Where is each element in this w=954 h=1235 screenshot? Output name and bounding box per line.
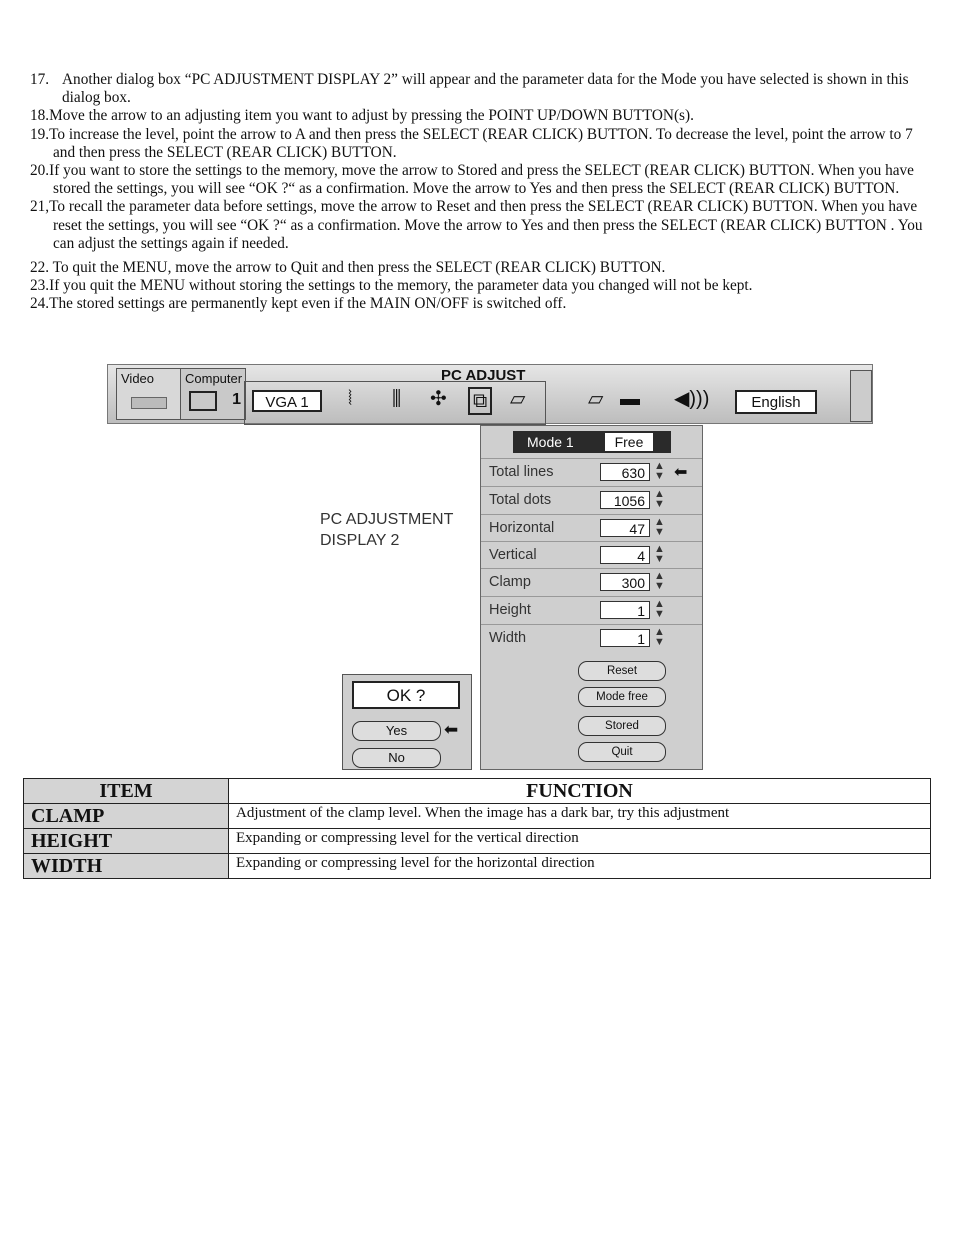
row-value: 1 <box>600 601 650 619</box>
step-17: 17. Another dialog box “PC ADJUSTMENT DISPLAY 2” will appear and the parameter data for the Mode you have selected is shown in this dialog box. <box>30 71 909 107</box>
function-cell: Expanding or compressing level for the vertical direction <box>229 829 931 854</box>
phase-icon[interactable]: ⫼ <box>392 388 402 410</box>
ok-prompt: OK ? <box>352 681 460 709</box>
tab-video[interactable] <box>116 368 182 420</box>
row-value: 300 <box>600 573 650 591</box>
computer-number: 1 <box>232 391 241 408</box>
up-down-icon[interactable]: ▲ ▼ <box>654 516 665 538</box>
caption-line-2: DISPLAY 2 <box>320 532 400 549</box>
position-icon[interactable]: ✣ <box>430 388 447 410</box>
caption-line-1: PC ADJUSTMENT <box>320 511 454 528</box>
function-cell: Adjustment of the clamp level. When the image has a dark bar, try this adjustment <box>229 804 931 829</box>
pc-adjust-screenshot <box>107 362 873 772</box>
row-value: 4 <box>600 546 650 564</box>
row-label: Total lines <box>489 464 554 480</box>
step-22: 22. To quit the MENU, move the arrow to Quit and then press the SELECT (REAR CLICK) BUTTON. <box>30 259 666 277</box>
mode-label: Mode 1 <box>527 434 574 450</box>
row-width[interactable] <box>481 624 702 652</box>
up-down-icon[interactable]: ▲ ▼ <box>654 543 665 565</box>
blank-screen-icon[interactable]: ▱ <box>588 388 604 410</box>
pointer-arrow-icon: ⬅ <box>444 720 459 739</box>
pc-adjustment-panel <box>480 425 703 770</box>
speaker-icon[interactable]: ◀))) <box>674 388 710 410</box>
pc-adjust-icon[interactable]: ⧉ <box>468 387 492 415</box>
row-label: Width <box>489 630 527 646</box>
item-cell: WIDTH <box>24 854 229 879</box>
ok-confirm-dialog <box>342 674 472 770</box>
row-total-dots[interactable] <box>481 486 702 514</box>
row-value: 1 <box>600 629 650 647</box>
header-function: FUNCTION <box>229 779 931 804</box>
row-vertical[interactable] <box>481 541 702 569</box>
exit-icon[interactable] <box>850 370 872 422</box>
dialog-caption <box>320 509 453 551</box>
function-cell: Expanding or compressing level for the horizontal direction <box>229 854 931 879</box>
stored-button[interactable]: Stored <box>578 716 666 736</box>
item-function-table <box>23 778 931 879</box>
mode-value: Free <box>605 433 653 451</box>
row-value: 630 <box>600 463 650 481</box>
keystone-icon[interactable]: ⦚ <box>348 388 353 410</box>
row-value: 47 <box>600 519 650 537</box>
step-19: 19.To increase the level, point the arrow to A and then press the SELECT (REAR CLICK) BUTTON. To decrease the level, point the arrow to 7 and then press the SELECT (REAR CLICK) BUTTON. <box>30 125 913 161</box>
row-clamp[interactable] <box>481 568 702 596</box>
reset-button[interactable]: Reset <box>578 661 666 681</box>
table-header <box>24 779 931 804</box>
tab-computer-label: Computer <box>185 371 243 386</box>
row-height[interactable] <box>481 596 702 624</box>
row-value: 1056 <box>600 491 650 509</box>
mode-free-button[interactable]: Mode free <box>578 687 666 707</box>
item-cell: HEIGHT <box>24 829 229 854</box>
step-20: 20.If you want to store the settings to the memory, move the arrow to Stored and press the SELECT (REAR CLICK) BUTTON. When you have stored the settings, you will see “OK ?“ as a confirmation. Move the arrow to Yes and then press the SELECT (REAR CLICK) BUTTON. <box>30 162 914 198</box>
vcr-icon <box>131 397 167 409</box>
table-row <box>24 804 931 829</box>
header-item: ITEM <box>24 779 229 804</box>
up-down-icon[interactable]: ▲ ▼ <box>654 626 665 648</box>
up-down-icon[interactable]: ▲ ▼ <box>654 488 665 510</box>
row-label: Vertical <box>489 547 537 563</box>
table-row <box>24 854 931 879</box>
step-23: 23.If you quit the MENU without storing the settings to the memory, the parameter data you changed will not be kept. <box>30 277 753 295</box>
quit-button[interactable]: Quit <box>578 742 666 762</box>
menu-bar <box>107 364 873 424</box>
row-horizontal[interactable] <box>481 514 702 542</box>
tab-computer[interactable] <box>180 368 246 420</box>
row-label: Clamp <box>489 574 531 590</box>
source-select[interactable]: VGA 1 <box>252 390 322 412</box>
step-24: 24.The stored settings are permanently kept even if the MAIN ON/OFF is switched off. <box>30 295 567 313</box>
row-label: Height <box>489 602 531 618</box>
up-down-icon[interactable]: ▲ ▼ <box>654 598 665 620</box>
mode-bar <box>513 431 671 453</box>
screen-icon[interactable]: ▱ <box>510 388 526 410</box>
step-21: 21,To recall the parameter data before settings, move the arrow to Reset and then press the SELECT (REAR CLICK) BUTTON. When you have reset the settings, you will see “OK ?“ as a confirmation. Move the arrow to Yes and then press the SELECT (REAR CLICK) BUTTON . You can adjust the settings again if needed. <box>30 198 923 252</box>
yes-button[interactable]: Yes <box>352 721 441 741</box>
item-cell: CLAMP <box>24 804 229 829</box>
step-18: 18.Move the arrow to an adjusting item you want to adjust by pressing the POINT UP/DOWN BUTTON(s). <box>30 107 694 125</box>
table-row <box>24 829 931 854</box>
menu-title: PC ADJUST <box>441 367 526 384</box>
pointer-arrow-icon: ⬅ <box>674 464 688 481</box>
up-down-icon[interactable]: ▲ ▼ <box>654 460 665 482</box>
computer-icon <box>189 391 217 411</box>
row-label: Horizontal <box>489 520 555 536</box>
tab-video-label: Video <box>121 371 155 386</box>
no-button[interactable]: No <box>352 748 441 768</box>
row-total-lines[interactable] <box>481 458 702 486</box>
up-down-icon[interactable]: ▲ ▼ <box>654 570 665 592</box>
projector-icon[interactable]: ▬ <box>620 388 640 410</box>
row-label: Total dots <box>489 492 552 508</box>
instruction-steps <box>30 71 925 314</box>
language-select[interactable]: English <box>735 390 817 414</box>
